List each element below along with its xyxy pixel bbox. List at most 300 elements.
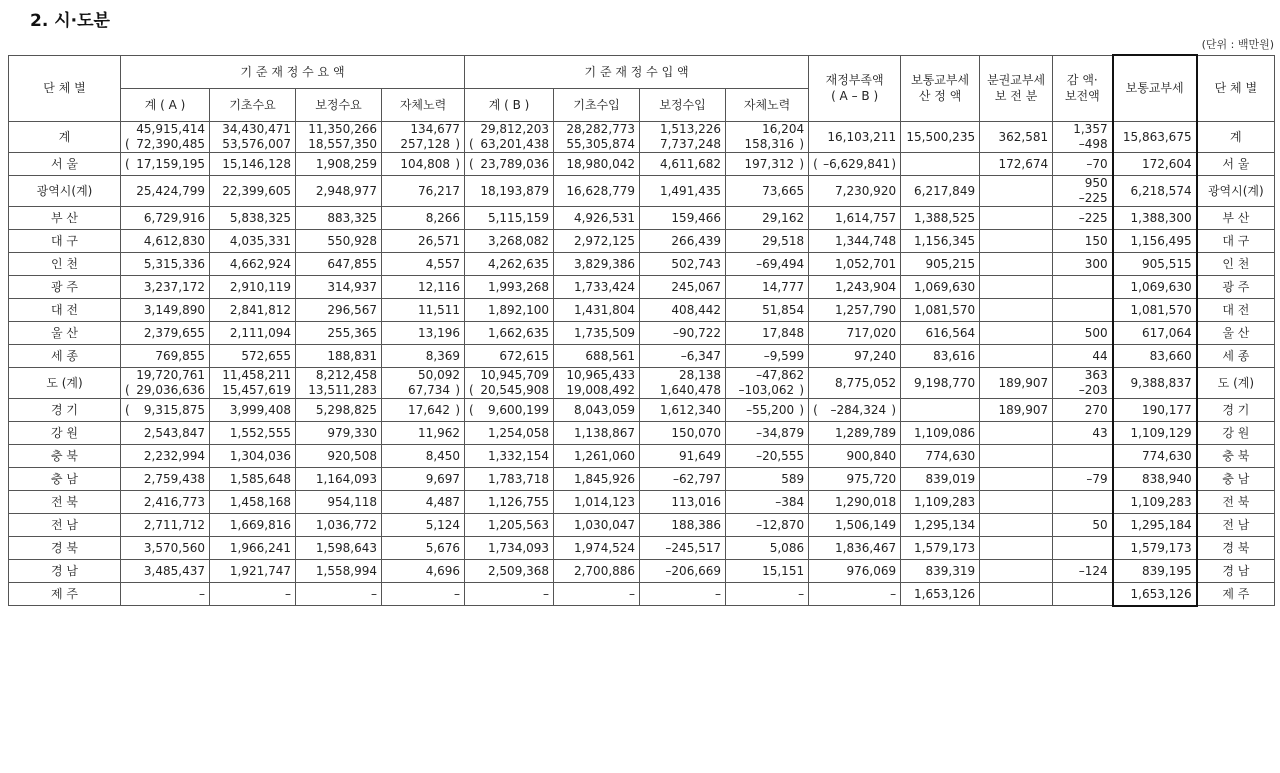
cell-value: 1,552,555 <box>229 425 291 440</box>
cell-value: 73,665 <box>762 183 805 198</box>
cell-value: 883,325 <box>327 210 377 225</box>
cell-value: 15,457,619 <box>222 382 291 397</box>
cell-value: 363 <box>1084 367 1108 382</box>
cell-value: 975,720 <box>846 471 897 486</box>
cell-d3 <box>726 152 809 175</box>
cell-value: 1,491,435 <box>659 183 722 198</box>
table-row <box>9 513 1275 536</box>
cell-b1 <box>210 152 296 175</box>
cell-value: ( 9,600,199 <box>469 399 549 421</box>
cell-c <box>465 536 554 559</box>
row-name: 광역시(계) <box>9 175 121 206</box>
cell-d1 <box>554 298 640 321</box>
row-name-right: 전 북 <box>1197 490 1275 513</box>
cell-def <box>809 490 901 513</box>
row-name: 경 기 <box>9 398 121 421</box>
cell-grant: 617,064 <box>1113 321 1197 344</box>
row-name: 계 <box>9 121 121 152</box>
cell-d1 <box>554 252 640 275</box>
cell-b3 <box>382 152 465 175</box>
cell-a <box>121 152 210 175</box>
cell-calc <box>901 490 980 513</box>
cell-b3 <box>382 206 465 229</box>
cell-value: 17,642 ) <box>386 399 460 421</box>
cell-value: 1,966,241 <box>229 540 291 555</box>
cell-value: 134,677 <box>410 121 461 136</box>
cell-c <box>465 121 554 152</box>
cell-adj <box>1053 559 1113 582</box>
cell-value: 83,616 <box>933 348 976 363</box>
cell-b1 <box>210 467 296 490</box>
cell-d1 <box>554 321 640 344</box>
cell-b2 <box>296 175 382 206</box>
cell-def <box>809 206 901 229</box>
cell-value: –6,347 <box>680 348 722 363</box>
cell-adj <box>1053 398 1113 421</box>
cell-d2 <box>640 175 726 206</box>
cell-grant: 838,940 <box>1113 467 1197 490</box>
cell-value: 647,855 <box>327 256 377 271</box>
cell-a <box>121 344 210 367</box>
cell-calc <box>901 229 980 252</box>
cell-d3 <box>726 175 809 206</box>
table-row <box>9 344 1275 367</box>
cell-grant: 1,579,173 <box>1113 536 1197 559</box>
cell-b1 <box>210 536 296 559</box>
table-row <box>9 444 1275 467</box>
cell-value: 1,662,635 <box>487 325 550 340</box>
cell-value: 1,669,816 <box>229 517 291 532</box>
cell-value: – <box>798 586 805 601</box>
row-name-right: 경 남 <box>1197 559 1275 582</box>
cell-value: 158,316 ) <box>730 137 804 152</box>
table-row <box>9 252 1275 275</box>
cell-b2 <box>296 398 382 421</box>
cell-def <box>809 121 901 152</box>
cell-def <box>809 513 901 536</box>
cell-value: 1,138,867 <box>573 425 636 440</box>
cell-adj <box>1053 229 1113 252</box>
cell-value: 1,109,086 <box>914 425 976 440</box>
cell-d3 <box>726 536 809 559</box>
table-row <box>9 490 1275 513</box>
cell-value: 4,487 <box>425 494 461 509</box>
cell-d2 <box>640 444 726 467</box>
cell-calc <box>901 467 980 490</box>
cell-b1 <box>210 398 296 421</box>
cell-adj <box>1053 490 1113 513</box>
cell-b3 <box>382 344 465 367</box>
cell-d3 <box>726 490 809 513</box>
cell-value: 19,720,761 <box>136 367 205 382</box>
cell-a <box>121 275 210 298</box>
header-income-basic: 기초수입 <box>554 88 640 121</box>
cell-value: 29,162 <box>762 210 805 225</box>
cell-value: 1,290,018 <box>835 494 897 509</box>
cell-def <box>809 444 901 467</box>
cell-b3 <box>382 559 465 582</box>
cell-value: 255,365 <box>327 325 377 340</box>
cell-value: 8,212,458 <box>315 367 377 382</box>
cell-value: 3,237,172 <box>143 279 205 294</box>
cell-value: 43 <box>1092 425 1108 440</box>
row-name: 부 산 <box>9 206 121 229</box>
cell-b3 <box>382 582 465 606</box>
cell-def <box>809 582 901 606</box>
cell-value: 1,156,345 <box>914 233 976 248</box>
cell-grant: 1,109,283 <box>1113 490 1197 513</box>
cell-calc <box>901 559 980 582</box>
row-name-right: 인 천 <box>1197 252 1275 275</box>
cell-d2 <box>640 559 726 582</box>
cell-value: 2,948,977 <box>315 183 377 198</box>
cell-value: –9,599 <box>763 348 805 363</box>
cell-d2 <box>640 275 726 298</box>
cell-value: 589 <box>781 471 805 486</box>
cell-value: 189,907 <box>998 375 1049 390</box>
cell-d1 <box>554 513 640 536</box>
cell-value: 314,937 <box>327 279 377 294</box>
cell-b1 <box>210 321 296 344</box>
row-name-right: 충 북 <box>1197 444 1275 467</box>
cell-a <box>121 513 210 536</box>
cell-value: 7,737,248 <box>659 136 722 151</box>
cell-value: 1,357 <box>1073 121 1108 136</box>
cell-value: 1,612,340 <box>659 402 722 417</box>
table-row <box>9 175 1275 206</box>
cell-c <box>465 490 554 513</box>
cell-value: 1,598,643 <box>315 540 377 555</box>
cell-value: 1,640,478 <box>659 382 722 397</box>
cell-calc <box>901 252 980 275</box>
cell-adj <box>1053 367 1113 398</box>
cell-value: 15,500,235 <box>906 129 976 144</box>
row-name: 광 주 <box>9 275 121 298</box>
cell-value: 1,735,509 <box>573 325 636 340</box>
cell-value: 2,711,712 <box>143 517 205 532</box>
cell-c <box>465 275 554 298</box>
cell-b2 <box>296 421 382 444</box>
cell-a <box>121 229 210 252</box>
cell-grant: 905,515 <box>1113 252 1197 275</box>
cell-value: 1,585,648 <box>229 471 291 486</box>
row-name-right: 세 종 <box>1197 344 1275 367</box>
cell-a <box>121 559 210 582</box>
cell-b3 <box>382 252 465 275</box>
cell-b2 <box>296 152 382 175</box>
cell-def <box>809 229 901 252</box>
cell-d3 <box>726 275 809 298</box>
cell-value: 26,571 <box>418 233 461 248</box>
cell-value: –90,722 <box>673 325 722 340</box>
cell-value: –206,669 <box>665 563 722 578</box>
cell-value: 905,215 <box>925 256 976 271</box>
cell-def <box>809 298 901 321</box>
cell-value: 4,662,924 <box>229 256 291 271</box>
cell-dev <box>980 490 1053 513</box>
row-name: 대 구 <box>9 229 121 252</box>
cell-value: 8,775,052 <box>835 375 897 390</box>
cell-value: 19,008,492 <box>566 382 636 397</box>
cell-value: 11,350,266 <box>308 121 377 136</box>
cell-d3 <box>726 121 809 152</box>
cell-value: 16,628,779 <box>566 183 636 198</box>
header-calc: 보통교부세 산 정 액 <box>901 55 980 121</box>
row-name-right: 울 산 <box>1197 321 1275 344</box>
cell-value: 5,086 <box>769 540 805 555</box>
row-name-right: 경 북 <box>1197 536 1275 559</box>
cell-value: ( 9,315,875 <box>125 399 205 421</box>
cell-grant: 774,630 <box>1113 444 1197 467</box>
cell-value: 10,965,433 <box>566 367 636 382</box>
cell-a <box>121 582 210 606</box>
cell-b1 <box>210 344 296 367</box>
cell-calc <box>901 275 980 298</box>
cell-value: 18,980,042 <box>566 156 636 171</box>
cell-dev <box>980 321 1053 344</box>
cell-adj <box>1053 344 1113 367</box>
cell-d3 <box>726 206 809 229</box>
cell-value: 150 <box>1084 233 1108 248</box>
cell-adj <box>1053 513 1113 536</box>
cell-b1 <box>210 229 296 252</box>
cell-value: 502,743 <box>671 256 722 271</box>
cell-value: 1,458,168 <box>229 494 291 509</box>
cell-dev <box>980 344 1053 367</box>
cell-calc <box>901 513 980 536</box>
table-row <box>9 298 1275 321</box>
cell-value: 1,614,757 <box>835 210 897 225</box>
cell-d2 <box>640 398 726 421</box>
cell-value: 4,035,331 <box>229 233 291 248</box>
cell-value: 4,696 <box>425 563 461 578</box>
cell-adj <box>1053 152 1113 175</box>
cell-d3 <box>726 321 809 344</box>
cell-value: 1,653,126 <box>914 586 976 601</box>
table-row <box>9 321 1275 344</box>
cell-value: 1,892,100 <box>487 302 550 317</box>
row-name: 충 남 <box>9 467 121 490</box>
cell-b3 <box>382 298 465 321</box>
cell-value: 3,268,082 <box>487 233 550 248</box>
cell-c <box>465 344 554 367</box>
cell-value: 572,655 <box>241 348 291 363</box>
cell-grant: 1,109,129 <box>1113 421 1197 444</box>
cell-def <box>809 275 901 298</box>
row-name-right: 서 울 <box>1197 152 1275 175</box>
cell-d2 <box>640 229 726 252</box>
cell-dev <box>980 444 1053 467</box>
cell-value: 13,511,283 <box>308 382 377 397</box>
cell-dev <box>980 398 1053 421</box>
cell-value: 4,557 <box>425 256 461 271</box>
cell-grant: 190,177 <box>1113 398 1197 421</box>
cell-b2 <box>296 229 382 252</box>
cell-d2 <box>640 536 726 559</box>
cell-b2 <box>296 536 382 559</box>
cell-value: 1,733,424 <box>573 279 636 294</box>
cell-calc <box>901 582 980 606</box>
cell-d3 <box>726 229 809 252</box>
cell-a <box>121 252 210 275</box>
cell-adj <box>1053 206 1113 229</box>
cell-calc <box>901 536 980 559</box>
cell-calc <box>901 152 980 175</box>
cell-value: 1,069,630 <box>914 279 976 294</box>
cell-dev <box>980 298 1053 321</box>
cell-adj <box>1053 298 1113 321</box>
cell-b3 <box>382 536 465 559</box>
cell-b3 <box>382 490 465 513</box>
cell-value: 954,118 <box>327 494 377 509</box>
cell-value: –62,797 <box>673 471 722 486</box>
cell-value: ( 23,789,036 <box>469 153 549 175</box>
cell-dev <box>980 152 1053 175</box>
cell-c <box>465 559 554 582</box>
cell-b1 <box>210 513 296 536</box>
cell-value: –203 <box>1078 382 1108 397</box>
cell-dev <box>980 121 1053 152</box>
cell-dev <box>980 175 1053 206</box>
cell-dev <box>980 252 1053 275</box>
cell-value: 920,508 <box>327 448 377 463</box>
cell-value: 2,972,125 <box>573 233 636 248</box>
row-name-right: 광 주 <box>1197 275 1275 298</box>
cell-value: 197,312 ) <box>730 153 804 175</box>
cell-value: 5,838,325 <box>229 210 291 225</box>
cell-grant: 1,069,630 <box>1113 275 1197 298</box>
cell-calc <box>901 398 980 421</box>
cell-value: 55,305,874 <box>566 136 636 151</box>
cell-value: 3,485,437 <box>143 563 205 578</box>
cell-value: 51,854 <box>762 302 805 317</box>
cell-b3 <box>382 121 465 152</box>
cell-value: 1,845,926 <box>573 471 636 486</box>
cell-d1 <box>554 367 640 398</box>
cell-value: 769,855 <box>155 348 205 363</box>
cell-dev <box>980 367 1053 398</box>
cell-b1 <box>210 175 296 206</box>
row-name: 인 천 <box>9 252 121 275</box>
cell-value: 188,831 <box>327 348 377 363</box>
cell-value: 245,067 <box>671 279 722 294</box>
cell-adj <box>1053 421 1113 444</box>
cell-value: –225 <box>1078 210 1108 225</box>
cell-value: 1,783,718 <box>487 471 550 486</box>
cell-d2 <box>640 252 726 275</box>
cell-value: 3,999,408 <box>229 402 291 417</box>
cell-d2 <box>640 344 726 367</box>
cell-c <box>465 398 554 421</box>
cell-def <box>809 559 901 582</box>
cell-value: 8,369 <box>425 348 461 363</box>
cell-grant: 15,863,675 <box>1113 121 1197 152</box>
cell-value: 300 <box>1084 256 1108 271</box>
cell-value: 18,557,350 <box>308 136 377 151</box>
cell-value: 2,509,368 <box>487 563 550 578</box>
cell-value: –20,555 <box>756 448 805 463</box>
cell-value: 8,266 <box>425 210 461 225</box>
cell-value: 15,146,128 <box>222 156 291 171</box>
cell-c <box>465 321 554 344</box>
page-title: 2. 시·도분 <box>30 11 110 31</box>
header-devolution: 분권교부세 보 전 분 <box>980 55 1053 121</box>
cell-value: 8,450 <box>425 448 461 463</box>
cell-d1 <box>554 121 640 152</box>
header-income-effort: 자체노력 <box>726 88 809 121</box>
cell-d1 <box>554 559 640 582</box>
cell-value: 1,388,525 <box>914 210 976 225</box>
cell-d2 <box>640 121 726 152</box>
cell-value: ( –6,629,841 ) <box>813 153 896 175</box>
cell-value: 1,993,268 <box>487 279 550 294</box>
cell-b3 <box>382 175 465 206</box>
cell-d3 <box>726 398 809 421</box>
cell-value: 979,330 <box>327 425 377 440</box>
cell-adj <box>1053 536 1113 559</box>
cell-value: 2,232,994 <box>143 448 205 463</box>
cell-b2 <box>296 582 382 606</box>
cell-value: 91,649 <box>679 448 722 463</box>
cell-grant: 9,388,837 <box>1113 367 1197 398</box>
cell-d1 <box>554 152 640 175</box>
cell-value: 1,261,060 <box>573 448 636 463</box>
cell-value: –34,879 <box>756 425 805 440</box>
cell-c <box>465 298 554 321</box>
cell-value: 362,581 <box>998 129 1049 144</box>
cell-dev <box>980 229 1053 252</box>
cell-value: –225 <box>1078 190 1108 205</box>
cell-value: – <box>454 586 461 601</box>
cell-value: –55,200 ) <box>730 399 804 421</box>
cell-value: –245,517 <box>665 540 722 555</box>
cell-value: 2,700,886 <box>573 563 636 578</box>
cell-value: 3,829,386 <box>573 256 636 271</box>
cell-value: 29,812,203 <box>480 121 550 136</box>
cell-d2 <box>640 367 726 398</box>
cell-d1 <box>554 444 640 467</box>
cell-value: 5,124 <box>425 517 461 532</box>
cell-a <box>121 398 210 421</box>
cell-value: 3,570,560 <box>143 540 205 555</box>
cell-a <box>121 421 210 444</box>
row-name: 전 남 <box>9 513 121 536</box>
cell-calc <box>901 206 980 229</box>
cell-dev <box>980 421 1053 444</box>
cell-value: 189,907 <box>998 402 1049 417</box>
cell-b1 <box>210 121 296 152</box>
cell-value: 270 <box>1084 402 1108 417</box>
cell-b3 <box>382 321 465 344</box>
cell-d2 <box>640 206 726 229</box>
cell-value: – <box>199 586 205 601</box>
cell-value: 1,304,036 <box>229 448 291 463</box>
cell-value: 29,518 <box>762 233 805 248</box>
cell-b2 <box>296 206 382 229</box>
cell-value: 296,567 <box>327 302 377 317</box>
cell-value: 97,240 <box>854 348 897 363</box>
cell-c <box>465 582 554 606</box>
cell-b1 <box>210 559 296 582</box>
cell-value: 500 <box>1084 325 1108 340</box>
cell-dev <box>980 536 1053 559</box>
cell-value: 16,103,211 <box>827 129 897 144</box>
cell-value: 900,840 <box>846 448 897 463</box>
cell-value: –70 <box>1086 156 1108 171</box>
cell-b3 <box>382 398 465 421</box>
cell-value: –47,862 <box>756 367 805 382</box>
cell-adj <box>1053 275 1113 298</box>
